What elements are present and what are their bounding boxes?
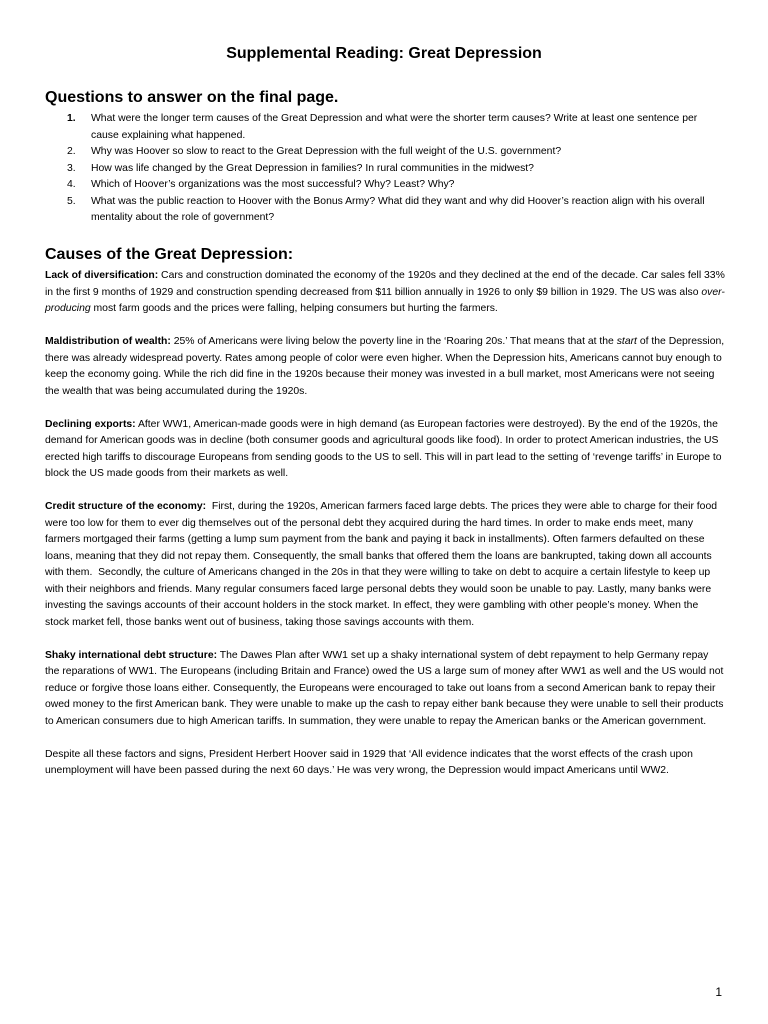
question-text: What was the public reaction to Hoover with the Bonus Army? What did they want and why did Hoover’s reaction align with his overall mentality about the role of government? xyxy=(91,195,705,223)
section-label: Credit structure of the economy: xyxy=(45,501,207,512)
section-emphasis: start xyxy=(616,336,637,347)
question-item xyxy=(45,161,725,178)
section-text: 25% of Americans were living below the poverty line in the ‘Roaring 20s.’ That means that at the xyxy=(170,336,617,347)
question-number: 3. xyxy=(67,162,76,174)
question-number: 4. xyxy=(67,179,76,190)
question-text: Why was Hoover so slow to react to the Great Depression with the full weight of the U.S. government? xyxy=(91,146,562,157)
page-number: 1 xyxy=(715,985,722,999)
questions-heading: Questions to answer on the final page. xyxy=(45,89,339,106)
question-text: Which of Hoover’s organizations was the most successful? Why? Least? Why? xyxy=(91,179,455,190)
question-number: 1. xyxy=(67,113,76,124)
question-text: How was life changed by the Great Depression in families? In rural communities in the midwest? xyxy=(91,162,534,174)
causes-heading: Causes of the Great Depression: xyxy=(45,246,294,263)
question-item xyxy=(45,177,725,194)
section-credit-structure xyxy=(45,499,725,631)
section-text: After WW1, American-made goods were in high demand (as European factories were destroyed). By the end of the 1920s, the demand for American goods was in decline (both consumer goods and agricultural goods like food). In order to protect American industries, the US erected high tariffs to discourage Europeans from sending goods to the US to sell. This will in part lead to the setting of ‘revenge tariffs’ in Europe to block the US made goods from their markets as well. xyxy=(45,418,722,479)
closing-paragraph: Despite all these factors and signs, President Herbert Hoover said in 1929 that ‘All evidence indicates that the worst effects of the crash upon unemployment will have been passed during the next 60 days.’ He was very wrong, the Depression would impact Americans until WW2. xyxy=(45,748,693,776)
section-text: First, during the 1920s, American farmers faced large debts. The prices they were able to charge for their food were too low for them to ever dig themselves out of the personal debt they acquired during the hard times. In order to make ends meet, many farmers mortgaged their farms (getting a lump sum payment from the bank and paying it back in installments). Often farmers defaulted on these loans, meaning that they did not repay them. Consequently, the small banks that offered them the loans are bankrupted, taking down all accounts with them. Secondly, the culture of Americans changed in the 20s in that they were willing to take on debt to acquire a certain lifestyle to keep up with their neighbors and friends. Many regular consumers faced large personal debts they would soon be unable to pay. Lastly, many banks were investing the savings accounts of their account holders in the stock market. In effect, they were gambling with other people’s money. When the stock market fell, those banks went out of business, taking those savings accounts with them. xyxy=(45,501,720,628)
section-text: most farm goods and the prices were falling, helping consumers but hurting the farmers. xyxy=(90,303,498,314)
section-text: of the Depression, there was already widespread poverty. Rates among people of color were even higher. When the Depression hits, Americans cannot buy enough to keep the economy going. While the rich did fine in the 1920s because their money was invested in a bull market, most Americans were not seeing the wealth that was being accumulated during the 1920s. xyxy=(45,336,725,397)
question-item xyxy=(45,144,725,161)
question-text: What were the longer term causes of the Great Depression and what were the shorter term causes? Write at least one sentence per cause explaining what happened. xyxy=(91,113,698,141)
question-number: 5. xyxy=(67,195,76,207)
question-item xyxy=(45,194,725,227)
section-lack-of-diversification xyxy=(45,268,725,318)
question-item xyxy=(45,111,725,144)
section-declining-exports xyxy=(45,417,725,483)
section-maldistribution-of-wealth xyxy=(45,334,725,400)
questions-list xyxy=(45,111,725,227)
section-emphasis: over-producing xyxy=(45,286,725,314)
section-text: Cars and construction dominated the economy of the 1920s and they declined at the end of the decade. Car sales fell 33% in the first 9 months of 1929 and construction spending decreased from $11 billion annually in 1926 to only $9 billion in 1929. The US was also xyxy=(45,270,725,298)
document-title: Supplemental Reading: Great Depression xyxy=(226,45,542,62)
section-label: Lack of diversification: xyxy=(45,270,159,281)
question-number: 2. xyxy=(67,146,76,157)
section-label: Maldistribution of wealth: xyxy=(45,336,171,347)
section-label: Shaky international debt structure: xyxy=(45,649,218,661)
causes-body xyxy=(45,268,725,796)
section-label: Declining exports: xyxy=(45,418,136,430)
section-text: The Dawes Plan after WW1 set up a shaky international system of debt repayment to help Germany repay the reparations of WW1. The Europeans (including Britain and France) owed the US a large sum of money after WW1 as well and the US would not reduce or forgive those loans either. Consequently, the Europeans were encouraged to take out loans from a second American bank to repay their owed money to the first American bank. They were unable to make up the cash to repay either bank because they were unable to sell their products to American consumers due to high American tariffs. In summation, they were unable to repay the American banks or the American government. xyxy=(45,649,724,727)
section-shaky-international-debt xyxy=(45,648,725,731)
